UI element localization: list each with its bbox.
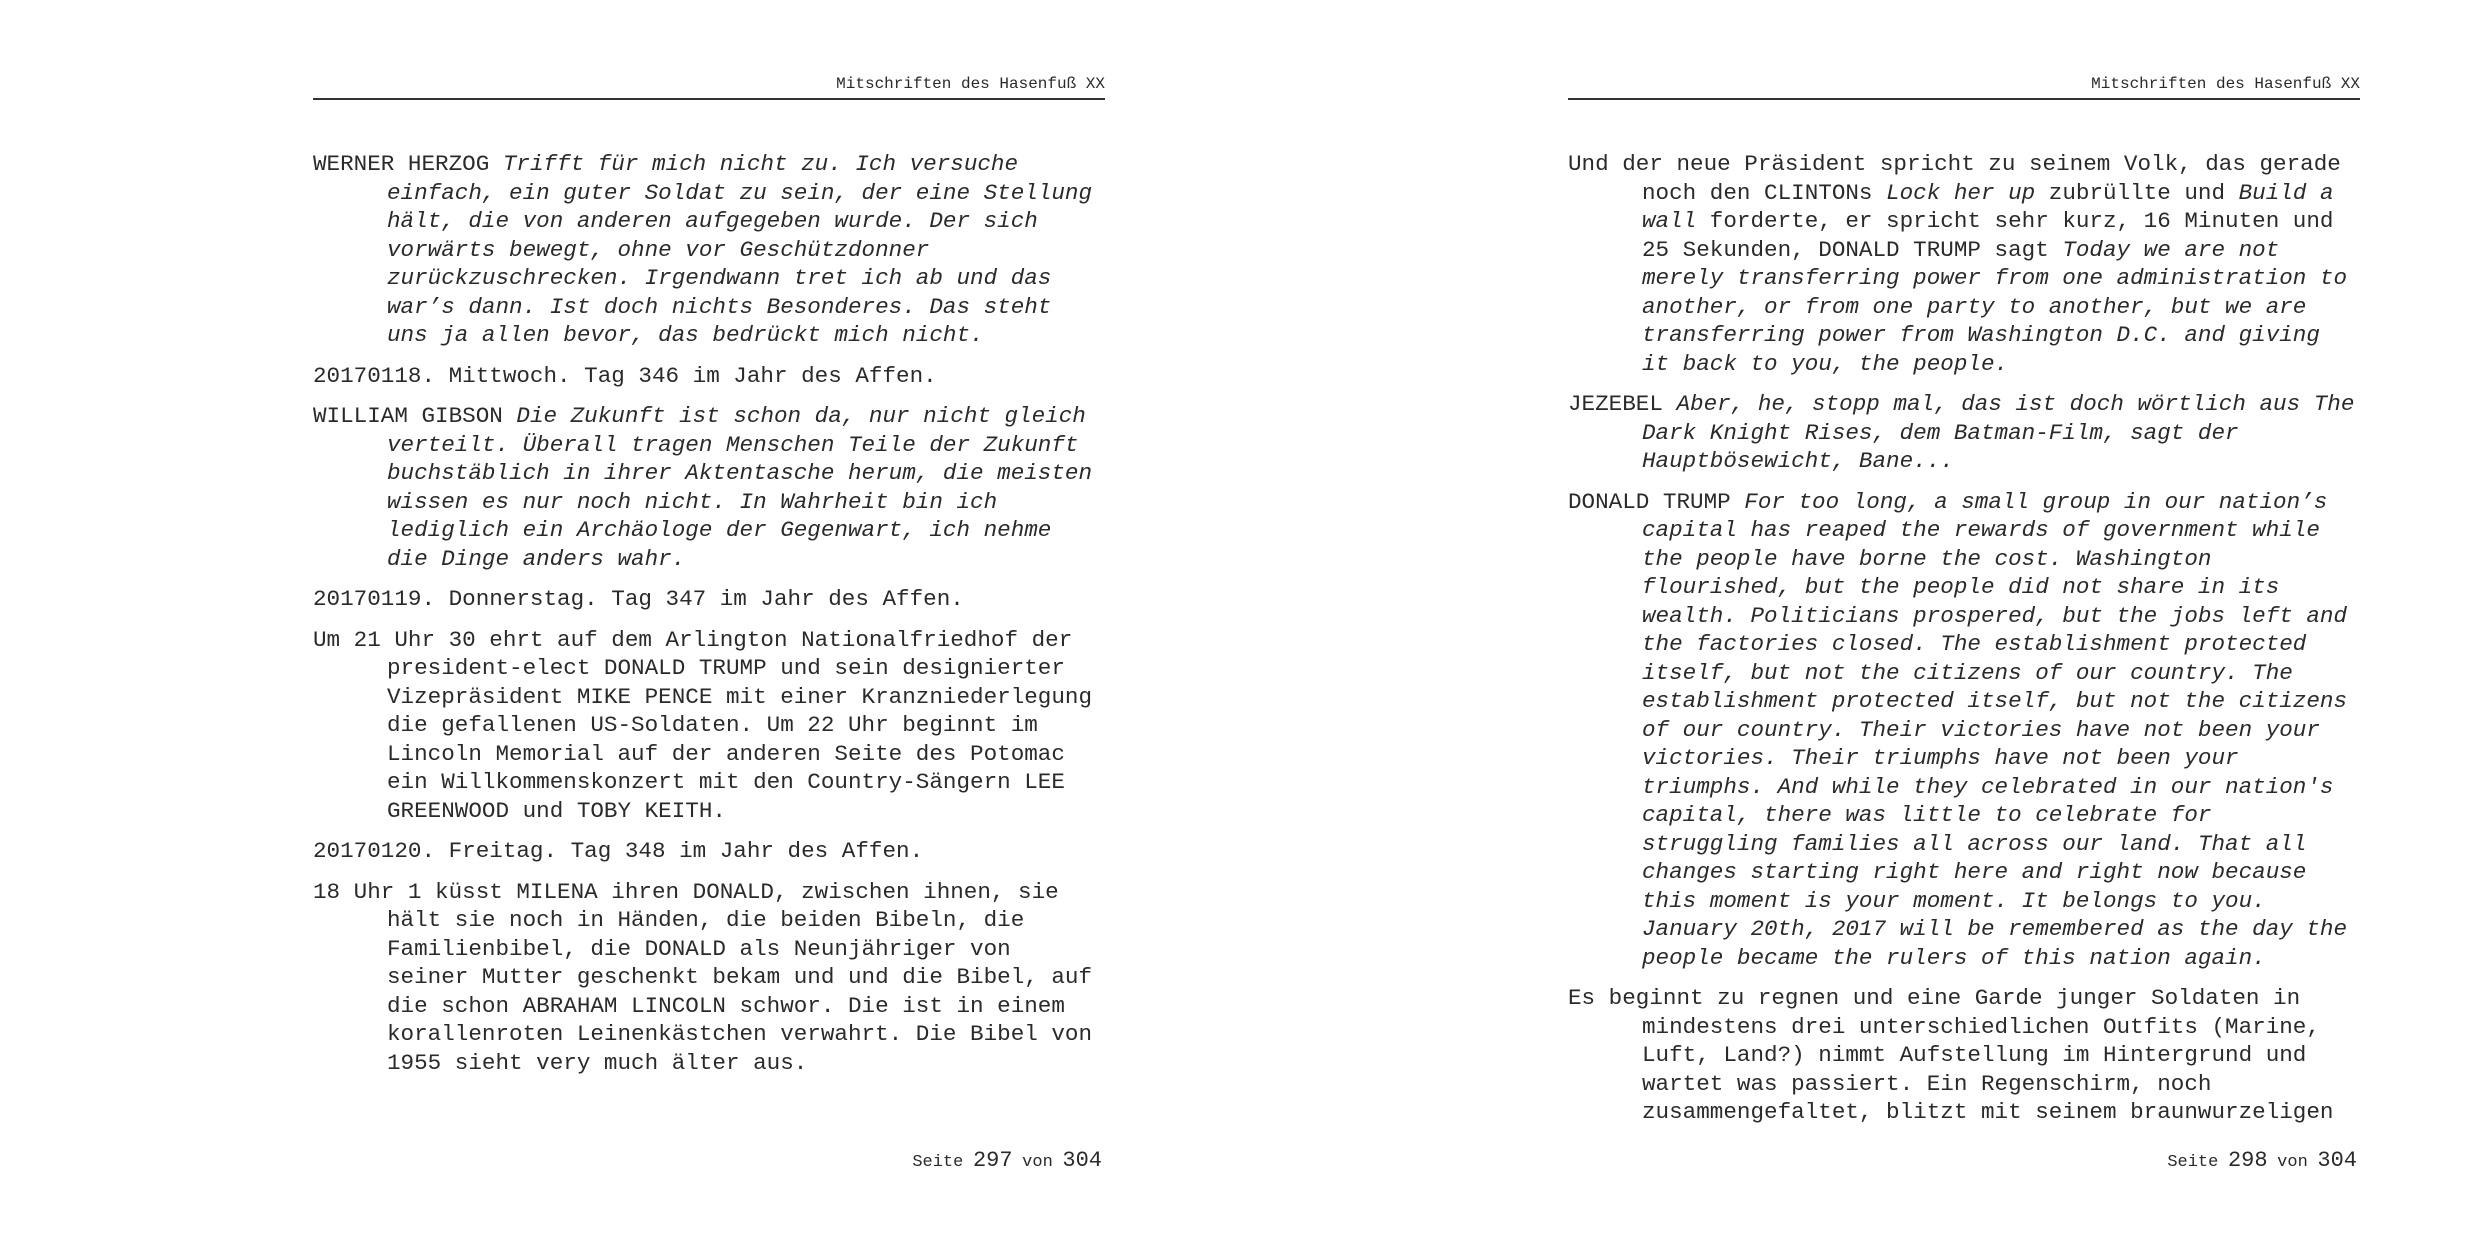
page-footer	[800, 1148, 1102, 1173]
date-entry	[313, 362, 1105, 391]
paragraph	[1568, 488, 2360, 973]
paragraph-text: forderte, er spricht sehr kurz, 16 Minuten und 25 Sekunden, DONALD TRUMP sagt	[1642, 208, 2334, 263]
paragraph	[1568, 984, 2360, 1127]
date-entry	[313, 837, 1105, 866]
page-body	[1568, 150, 2360, 1139]
page-number: 298	[2227, 1148, 2268, 1173]
quote-text: For too long, a small group in our nation’s capital has reaped the rewards of government while the people have borne the cost. Washington flourished, but the people did not share in its wealth. Politicians prospered, but the jobs left and the factories closed. The establishment protected itself, but not the citizens of our country. The establishment protected itself, but not the citizens of our country. Their victories have not been your victories. Their triumphs have not been your triumphs. And while they celebrated in our nation's capital, there was little to celebrate for struggling families all across our land. That all changes starting right here and right now because this moment is your moment. It belongs to you. January 20th, 2017 will be remembered as the day the people became the rulers of this nation again.	[1642, 488, 2348, 971]
page-body	[313, 150, 1105, 1089]
speaker-name: JEZEBEL	[1568, 391, 1677, 417]
paragraph-text: zubrüllte und	[2035, 179, 2239, 206]
date-entry-text: 20170120. Freitag. Tag 348 im Jahr des Affen.	[313, 838, 924, 864]
paragraph	[1568, 150, 2360, 378]
right-page	[1240, 0, 2480, 1240]
running-header: Mitschriften des Hasenfuß XX	[313, 74, 1105, 100]
footer-seite-label: Seite	[912, 1153, 964, 1172]
speaker-name: WERNER HERZOG	[313, 151, 503, 177]
quote-text: Lock her up	[1886, 179, 2036, 206]
speaker-name: WILLIAM GIBSON	[313, 403, 517, 429]
paragraph-text: 18 Uhr 1 küsst MILENA ihren DONALD, zwischen ihnen, sie hält sie noch in Händen, die beiden Bibeln, die Familienbibel, die DONALD als Neunjähriger von seiner Mutter geschenkt bekam und und die Bibel, auf die schon ABRAHAM LINCOLN schwor. Die ist in einem korallenroten Leinenkästchen verwahrt. Die Bibel von 1955 sieht very much älter aus.	[313, 878, 1093, 1076]
quote-text: Trifft für mich nicht zu. Ich versuche einfach, ein guter Soldat zu sein, der eine Stellung hält, die von anderen aufgegeben wurde. Der sich vorwärts bewegt, ohne vor Geschützdonner zurückzuschrecken. Irgendwann tret ich ab und das war’s dann. Ist doch nichts Besonderes. Das steht uns ja allen bevor, das bedrückt mich nicht.	[387, 151, 1093, 348]
quote-text: Build a wall	[1642, 179, 2334, 234]
page-total: 304	[1062, 1148, 1102, 1173]
date-entry-text: 20170119. Donnerstag. Tag 347 im Jahr des Affen.	[313, 586, 964, 612]
paragraph-text: Es beginnt zu regnen und eine Garde junger Soldaten in mindestens drei unterschiedlichen Outfits (Marine, Luft, Land?) nimmt Aufstellung im Hintergrund und wartet was passiert. Ein Regenschirm, noch zusammengefaltet, blitzt mit seinem braunwurzeligen	[1568, 985, 2334, 1125]
page-number: 297	[972, 1148, 1013, 1173]
date-entry-text: 20170118. Mittwoch. Tag 346 im Jahr des Affen.	[313, 362, 937, 389]
paragraph-text: Und der neue Präsident spricht zu seinem Volk, das gerade noch den CLINTONs	[1568, 151, 2341, 206]
quote-text: Aber, he, stopp mal, das ist doch wörtlich aus The Dark Knight Rises, dem Batman-Film, sagt der Hauptbösewicht, Bane...	[1642, 391, 2355, 474]
paragraph	[313, 150, 1105, 350]
quote-text: Die Zukunft ist schon da, nur nicht gleich verteilt. Überall tragen Menschen Teile der Zukunft buchstäblich in ihrer Aktentasche herum, die meisten wissen es nur noch nicht. In Wahrheit bin ich lediglich ein Archäologe der Gegenwart, ich nehme die Dinge anders wahr.	[387, 403, 1093, 572]
footer-von-label: von	[1022, 1153, 1053, 1172]
paragraph	[313, 878, 1105, 1078]
date-entry	[313, 585, 1105, 614]
speaker-name: DONALD TRUMP	[1568, 488, 1745, 515]
footer-seite-label: Seite	[2167, 1153, 2219, 1172]
running-header: Mitschriften des Hasenfuß XX	[1568, 74, 2360, 100]
paragraph-text: Um 21 Uhr 30 ehrt auf dem Arlington Nationalfriedhof der president-elect DONALD TRUMP und sein designierter Vizepräsident MIKE PENCE mit einer Kranzniederlegung die gefallenen US-Soldaten. Um 22 Uhr beginnt im Lincoln Memorial auf der anderen Seite des Potomac ein Willkommenskonzert mit den Country-Sängern LEE GREENWOOD und TOBY KEITH.	[313, 626, 1093, 824]
paragraph	[313, 626, 1105, 826]
paragraph	[1568, 390, 2360, 476]
page-total: 304	[2317, 1148, 2357, 1173]
paragraph	[313, 402, 1105, 573]
quote-text: Today we are not merely transferring power from one administration to another, or from one party to another, but we are transferring power from Washington D.C. and giving it back to you, the people.	[1642, 236, 2348, 377]
page-footer	[2040, 1148, 2357, 1173]
footer-von-label: von	[2277, 1153, 2308, 1172]
